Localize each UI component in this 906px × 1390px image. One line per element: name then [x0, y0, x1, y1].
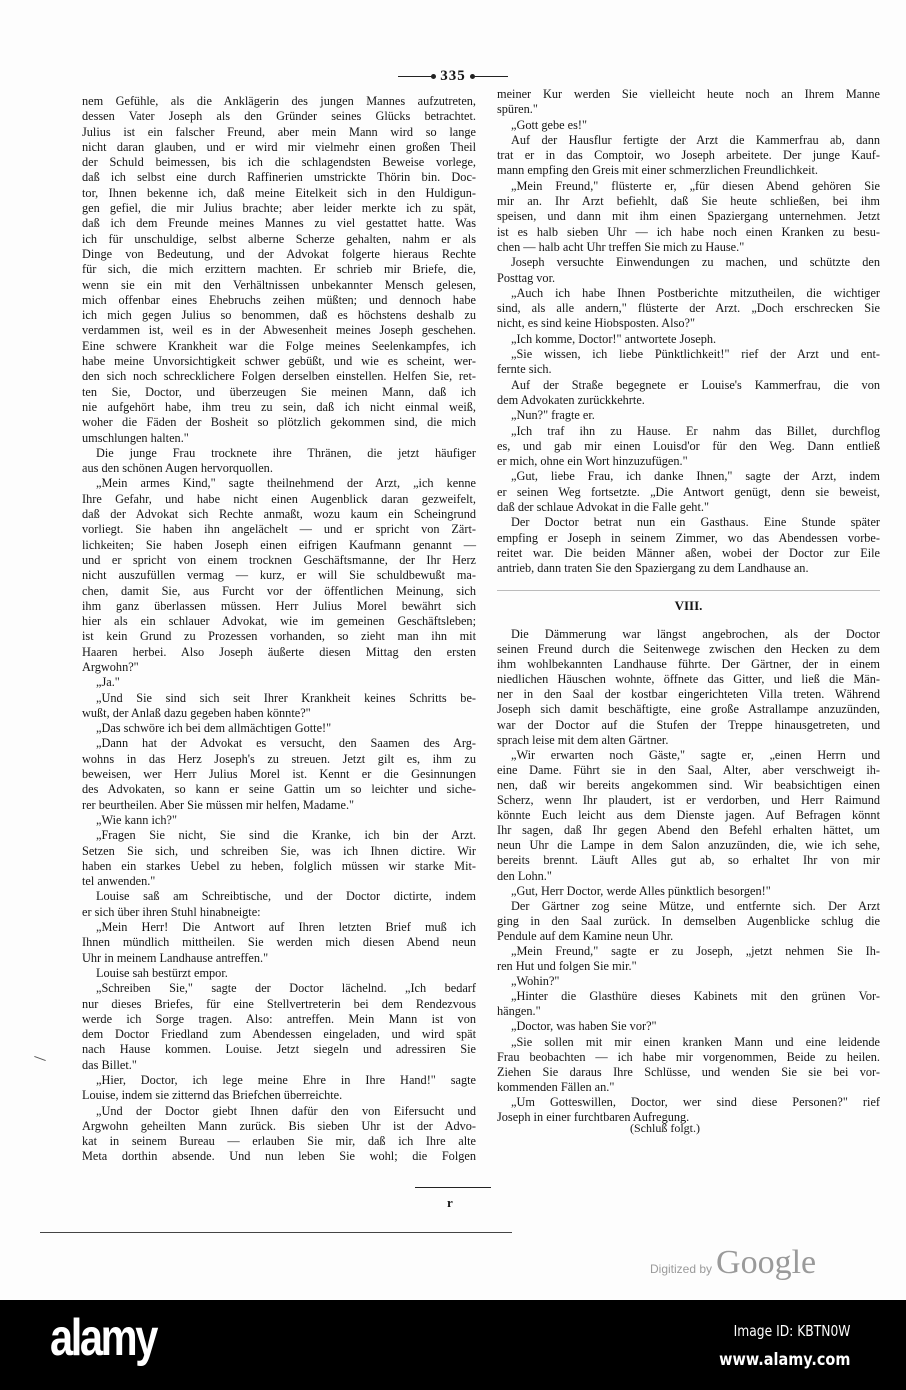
text-line: „Und Sie sind sich seit Ihrer Krankheit keines Schritts be-	[96, 690, 476, 705]
image-id: Image ID: KBTN0W	[733, 1322, 850, 1340]
text-line: spüren."	[497, 102, 538, 117]
text-line: Haaren herbei. Also Joseph äußerte diesen Mittag den ersten	[82, 644, 476, 659]
text-line: „Um Gotteswillen, Doctor, wer sind diese Personen?" rief	[511, 1094, 880, 1109]
text-line: Julius ist ein falscher Freund, aber mein Mann wird so lange	[82, 124, 476, 139]
text-line: der Schuld beimessen, bis ich die schlagendsten Beweise vorlege,	[82, 155, 476, 170]
text-line: hängen."	[497, 1004, 541, 1019]
text-line: Frau beobachten — ich habe mir vorgenommen, Beide zu heilen.	[497, 1049, 880, 1064]
text-line: „Nun?" fragte er.	[511, 408, 595, 423]
text-line: Scherz, wenn Ihr plaudert, ist er verdorben, und Herr Raimund	[497, 793, 880, 808]
text-line: „Mein Freund," flüsterte er, „für diesen Abend gehören Sie	[511, 178, 880, 193]
text-line: sprach leise mit dem alten Gärtner.	[497, 732, 669, 747]
text-line: er seinen Weg fortsetzte. „Die Antwort genügt, denn sie beweist,	[497, 484, 880, 499]
text-line: Ziehen Sie daraus Ihre Schlüsse, und wenden Sie sie bei vor-	[497, 1064, 880, 1079]
text-line: chen, damit Sie, aus Furcht vor der öffentlichen Meinung, sich	[82, 583, 476, 598]
left-ornament-icon	[398, 76, 434, 77]
text-line: „Wir erwarten noch Gäste," sagte er, „einen Herrn und	[511, 747, 880, 762]
text-line: Eine schwere Krankheit war die Folge meines Seelenkampfes, ich	[82, 338, 476, 353]
text-line: kat in seinem Bureau — erlauben Sie mir, daß ich Ihre alte	[82, 1134, 476, 1149]
right-text-column-top	[497, 87, 880, 577]
text-line: „Hinter die Glasthüre dieses Kabinets mit den grünen Vor-	[511, 989, 880, 1004]
text-line: neun Uhr die Lampe in dem Salon anzuzünden, die, wie ich sehe,	[497, 838, 880, 853]
text-line: nicht, es sind keine Hiobsposten. Also?"	[497, 316, 695, 331]
text-line: Die junge Frau trocknete ihre Thränen, die jetzt häufiger	[96, 445, 476, 460]
text-line: „Gut, liebe Frau, ich danke Ihnen," sagte der Arzt, indem	[511, 469, 880, 484]
text-line: „Ich traf ihn zu Hause. Er nahm das Billet, durchflog	[511, 423, 880, 438]
text-line: Meta dorthin absende. Und nun leben Sie wohl; die Folgen	[82, 1149, 476, 1164]
text-line: Argwohn geheilten Mann zurück. Bis sieben Uhr ist der Advo-	[82, 1118, 476, 1133]
text-line: „Wie kann ich?"	[96, 812, 177, 827]
text-line: den Lohn."	[497, 868, 552, 883]
text-line: Louise saß am Schreibtische, und der Doctor dictirte, indem	[96, 889, 476, 904]
google-watermark	[650, 1244, 816, 1282]
text-line: empfing er Joseph in seinem Zimmer, wo das Abendessen vorbe-	[497, 530, 880, 545]
text-line: wußt, der Anlaß dazu gegeben haben könnte?"	[82, 705, 311, 720]
text-line: das Billet."	[82, 1057, 137, 1072]
text-line: Louise sah bestürzt empor.	[96, 965, 228, 980]
text-line: tor, Ihnen bekenne ich, daß meine Eitelkeit sich in den Huldigun-	[82, 185, 476, 200]
page-number-header	[0, 68, 906, 85]
text-line: Ihr sagen, daß Ihr gegen Abend den Befehl erhalten hättet, um	[497, 823, 880, 838]
text-line: Die Dämmerung war längst angebrochen, als der Doctor	[511, 627, 880, 641]
text-line: ging in den Saal zurück. In demselben Augenblicke schlug die	[497, 913, 880, 928]
text-line: Joseph sich damit beschäftigte, eine große Astrallampe anzuzünden,	[497, 702, 880, 717]
text-line: Pendule auf dem Kamine neun Uhr.	[497, 928, 674, 943]
text-line: daß der Advokat sich Rechte anmaßt, wozu kaum ein Scheingrund	[82, 507, 476, 522]
text-line: Der Doctor betrat nun ein Gasthaus. Eine Stunde später	[511, 515, 880, 530]
text-line: er sich über ihren Stuhl hinabneigte:	[82, 904, 261, 919]
text-line: für sich, die mich erzittern machten. Er schrieb mir Briefe, die,	[82, 262, 476, 277]
text-line: dem Doctor Friedland zum Abendessen eingeladen, und wird spät	[82, 1027, 476, 1042]
text-line: kommenden Fällen an."	[497, 1079, 615, 1094]
text-line: speisen, und dann mit ihm einen Spaziergang unternehmen. Jetzt	[497, 209, 880, 224]
text-line: mann empfing den Greis mit einer schmerzlichen Freundlichkeit.	[497, 163, 818, 178]
text-line: sind, als alle andern," flüsterte der Arzt. „Doch erschrecken Sie	[497, 301, 880, 316]
text-line: wenn sie ein mit den Verhältnissen unbekannter Mensch gelesen,	[82, 277, 476, 292]
text-line: werde ich Sorge tragen. Also: antreffen. Mein Mann ist von	[82, 1011, 476, 1026]
text-line: „Mein armes Kind," sagte theilnehmend der Arzt, „ich kenne	[96, 476, 476, 491]
text-line: „Ich komme, Doctor!" antwortete Joseph.	[511, 331, 717, 346]
text-line: Ihnen mündlich mittheilen. Sie werden mich diesen Abend neun	[82, 935, 476, 950]
text-line: verdammen ist, weil es in der Abwesenheit meines Joseph geschehen.	[82, 323, 476, 338]
text-line: gen gefiel, die mir Julius brachte; aber leider merkte ich zu spät,	[82, 201, 476, 216]
alamy-url: www.alamy.com	[718, 1350, 850, 1370]
text-line: chen — halb acht Uhr treffen Sie mich zu Hause."	[497, 239, 745, 254]
right-text-column-bottom	[497, 627, 880, 1125]
text-line: und er spricht von einem trocknen Geschäftsmanne, der Ihr Herz	[82, 552, 476, 567]
text-line: Joseph in einer furchtbaren Aufregung.	[497, 1110, 690, 1124]
text-line: „Hier, Doctor, ich lege meine Ehre in Ihre Hand!" sagte	[96, 1073, 476, 1087]
text-line: war der Doctor auf die Stufen der Treppe hinausgetreten, und	[497, 717, 880, 732]
text-line: Dinge von Bedeutung, und der Advokat folgerte hieraus Rechte	[82, 246, 476, 261]
text-line: habe meine Unvorsichtigkeit schwer gebüßt, und wie es scheint, wer-	[82, 354, 476, 369]
margin-mark	[34, 1056, 46, 1061]
left-text-column	[82, 94, 476, 1165]
text-line: „Sie sollen mit mir einen kranken Mann und eine leidende	[511, 1034, 880, 1049]
alamy-logo: alamy	[50, 1309, 156, 1367]
text-line: „Schreiben Sie," sagte der Doctor lächelnd. „Ich bedarf	[96, 981, 476, 996]
text-line: nem Gefühle, als die Anklägerin des jungen Mannes aufzutreten,	[82, 94, 476, 108]
end-rule	[415, 1187, 491, 1188]
text-line: dessen Vater Joseph als den Gründer seines Glücks betrachtet.	[82, 109, 476, 124]
text-line: ist es halb sieben Uhr — ich habe noch einen Kranken zu besu-	[497, 224, 880, 239]
text-line: reitet war. Die beiden Männer aßen, wobei der Doctor zur Eile	[497, 545, 880, 560]
text-line: Auf der Straße begegnete er Louise's Kammerfrau, die von	[511, 377, 880, 392]
text-line: „Mein Herr! Die Antwort auf Ihren letzten Brief muß ich	[96, 920, 476, 935]
text-line: rer beurtheilen. Aber Sie müssen mir helfen, Madame."	[82, 797, 355, 812]
text-line: aus den schönen Augen hervorquollen.	[82, 461, 273, 476]
text-line: antrieb, dann traten Sie den Spaziergang zu dem Landhause an.	[497, 561, 809, 576]
text-line: „Ja."	[96, 675, 120, 690]
text-line: umschlungen halten."	[82, 430, 189, 445]
text-line: „Gott gebe es!"	[511, 117, 588, 132]
text-line: lichkeiten; Sie haben Joseph einen eifrigen Kaufmann genannt —	[82, 537, 476, 552]
text-line: eine Dame. Führt sie in den Saal, Alter, aber verschweigt ih-	[497, 762, 880, 777]
text-line: vorliegt. Sie haben ihn angelächelt — und er spricht von Zärt-	[82, 522, 476, 537]
text-line: niedlichen Häuschen wohnte, öffnete das Gitter, und ließ die Män-	[497, 672, 880, 687]
text-line: mich offenbar eines Ehebruchs zeihen müßten; und dennoch habe	[82, 292, 476, 307]
text-line: Der Gärtner zog seine Mütze, und entfernte sich. Der Arzt	[511, 898, 880, 913]
text-line: des Advokaten, so kann er seine Gattin um so leichter und siche-	[82, 782, 476, 797]
text-line: daß ich selbst eine durch Raffinerien umstrickte Thörin bin. Doc-	[82, 170, 476, 185]
text-line: seinen Freund durch die Seitenwege zwischen den Hecken zu dem	[497, 642, 880, 657]
text-line: ist kein Grund zu Prozessen vorhanden, so zieht man ihn mit	[82, 629, 476, 644]
continued-note: (Schluß folgt.)	[630, 1121, 700, 1135]
text-line: ren Hut und folgen Sie mir."	[497, 959, 637, 974]
text-line: „Sie wissen, ich liebe Pünktlichkeit!" rief der Arzt und ent-	[511, 347, 880, 362]
text-line: „Das schwöre ich bei dem allmächtigen Gotte!"	[96, 721, 332, 736]
text-line: daß der schlaue Advokat in die Falle geht."	[497, 500, 709, 515]
text-line: woher die Fäden der Bosheit so plötzlich gekommen sind, die mich	[82, 415, 476, 430]
text-line: daß ich dem Freunde meines Mannes zu viel gestattet hatte. Was	[82, 216, 476, 231]
text-line: „Mein Freund," sagte er zu Joseph, „jetzt nehmen Sie Ih-	[511, 943, 880, 958]
text-line: den sich noch schrecklichere Folgen derselben einstellen. Helfen Sie, ret-	[82, 369, 476, 384]
text-line: „Und der Doctor giebt Ihnen dafür den von Eifersucht und	[96, 1103, 476, 1118]
text-line: Joseph versuchte Einwendungen zu machen, und schützte den	[511, 255, 880, 270]
text-line: dem Advokaten zurückkehrte.	[497, 392, 645, 407]
text-line: „Auch ich habe Ihnen Postberichte mitzutheilen, die wichtiger	[511, 285, 880, 300]
text-line: ten Sie, Doctor, und überzeugen Sie meinen Mann, daß ich	[82, 384, 476, 399]
text-line: ihm wohlbekannten Landhause führte. Der Gärtner, der in einem	[497, 657, 880, 672]
end-mark: r	[447, 1195, 453, 1210]
text-line: Auf der Hausflur fertigte der Arzt die Kammerfrau ab, dann	[511, 132, 880, 147]
text-line: nicht daran glauben, und er wird mir vielmehr einen großen Theil	[82, 139, 476, 154]
text-line: er mich, ohne ein Wort hinzuzufügen."	[497, 454, 688, 469]
text-line: Uhr in meinem Landhause antreffen."	[82, 950, 269, 965]
google-logo: Google	[716, 1244, 817, 1281]
text-line: Setzen Sie sich, und schreiben Sie, was ich Ihnen dictire. Wir	[82, 843, 476, 858]
text-line: wohns in das Herz Joseph's zu streuen. Jetzt gilt es, ihm zu	[82, 751, 476, 766]
right-ornament-icon	[472, 76, 508, 77]
section-divider	[497, 590, 880, 591]
text-line: ihm ganz überlassen müssen. Herr Julius Morel bewährt sich	[82, 598, 476, 613]
text-line: ner in den Saal der kostbar eingerichteten Villa treten. Während	[497, 687, 880, 702]
digitized-by-text: Digitized by	[650, 1262, 713, 1276]
text-line: bereits brennt. Läuft Alles gut ab, so erhaltet Ihr von mir	[497, 853, 880, 868]
text-line: haben ein starkes Uebel zu heben, folglich müssen wir starke Mit-	[82, 858, 476, 873]
text-line: Posttag vor.	[497, 270, 556, 285]
scan-edge-line	[40, 1232, 512, 1233]
text-line: nie aufgehört habe, ihm treu zu sein, daß ich nicht einmal weiß,	[82, 399, 476, 414]
text-line: trat er in das Comptoir, wo Joseph arbeitete. Der junge Kauf-	[497, 148, 880, 163]
text-line: nicht auszufüllen vermag — kurz, er will Sie schuldbewußt ma-	[82, 568, 476, 583]
page-number: 335	[440, 68, 466, 84]
text-line: meiner Kur werden Sie vielleicht heute noch an Ihrem Manne	[497, 87, 880, 101]
text-line: mir an. Ihr Arzt befiehlt, daß Sie heute schließen, bei ihm	[497, 194, 880, 209]
text-line: tel anwenden."	[82, 874, 156, 889]
text-line: beweisen, wer Herr Julius Morel ist. Kennt er die Gesinnungen	[82, 767, 476, 782]
text-line: hier als ein schlauer Advokat, wie im gemeinen Geschäftsleben;	[82, 614, 476, 629]
text-line: Ihre Gefahr, und habe nicht einen Augenblick daran gezweifelt,	[82, 491, 476, 506]
text-line: Argwohn?"	[82, 659, 139, 674]
text-line: nen, daß wir bereits angekommen sind. Wir beabsichtigen einen	[497, 777, 880, 792]
text-line: „Wohin?"	[511, 974, 560, 989]
text-line: „Dann hat der Advokat es versucht, den Saamen des Arg-	[96, 736, 476, 751]
alamy-footer-band	[0, 1300, 906, 1390]
section-heading: VIII.	[674, 598, 703, 613]
text-line: „Doctor, was haben Sie vor?"	[511, 1019, 657, 1034]
text-line: könnte Euch leicht aus dem Dienste jagen. Auf Befragen könnt	[497, 808, 880, 823]
text-line: „Fragen Sie nicht, Sie sind die Kranke, ich bin der Arzt.	[96, 828, 476, 843]
text-line: ich für unschuldige, selbst alberne Scherze gehalten, nahm er als	[82, 231, 476, 246]
text-line: „Gut, Herr Doctor, werde Alles pünktlich besorgen!"	[511, 883, 771, 898]
text-line: nur dieses Briefes, für eine Stellvertreterin bei dem Rendezvous	[82, 996, 476, 1011]
text-line: fernte sich.	[497, 362, 552, 377]
text-line: nach Hause kommen. Louise. Jetzt siegeln und adressiren Sie	[82, 1042, 476, 1057]
text-line: ich mich gegen Julius so benommen, daß es höchstens deshalb zu	[82, 308, 476, 323]
text-line: es, und gab mir einen Louisd'or für den Weg. Dann entließ	[497, 438, 880, 453]
text-line: Louise, indem sie zitternd das Briefchen überreichte.	[82, 1088, 343, 1103]
